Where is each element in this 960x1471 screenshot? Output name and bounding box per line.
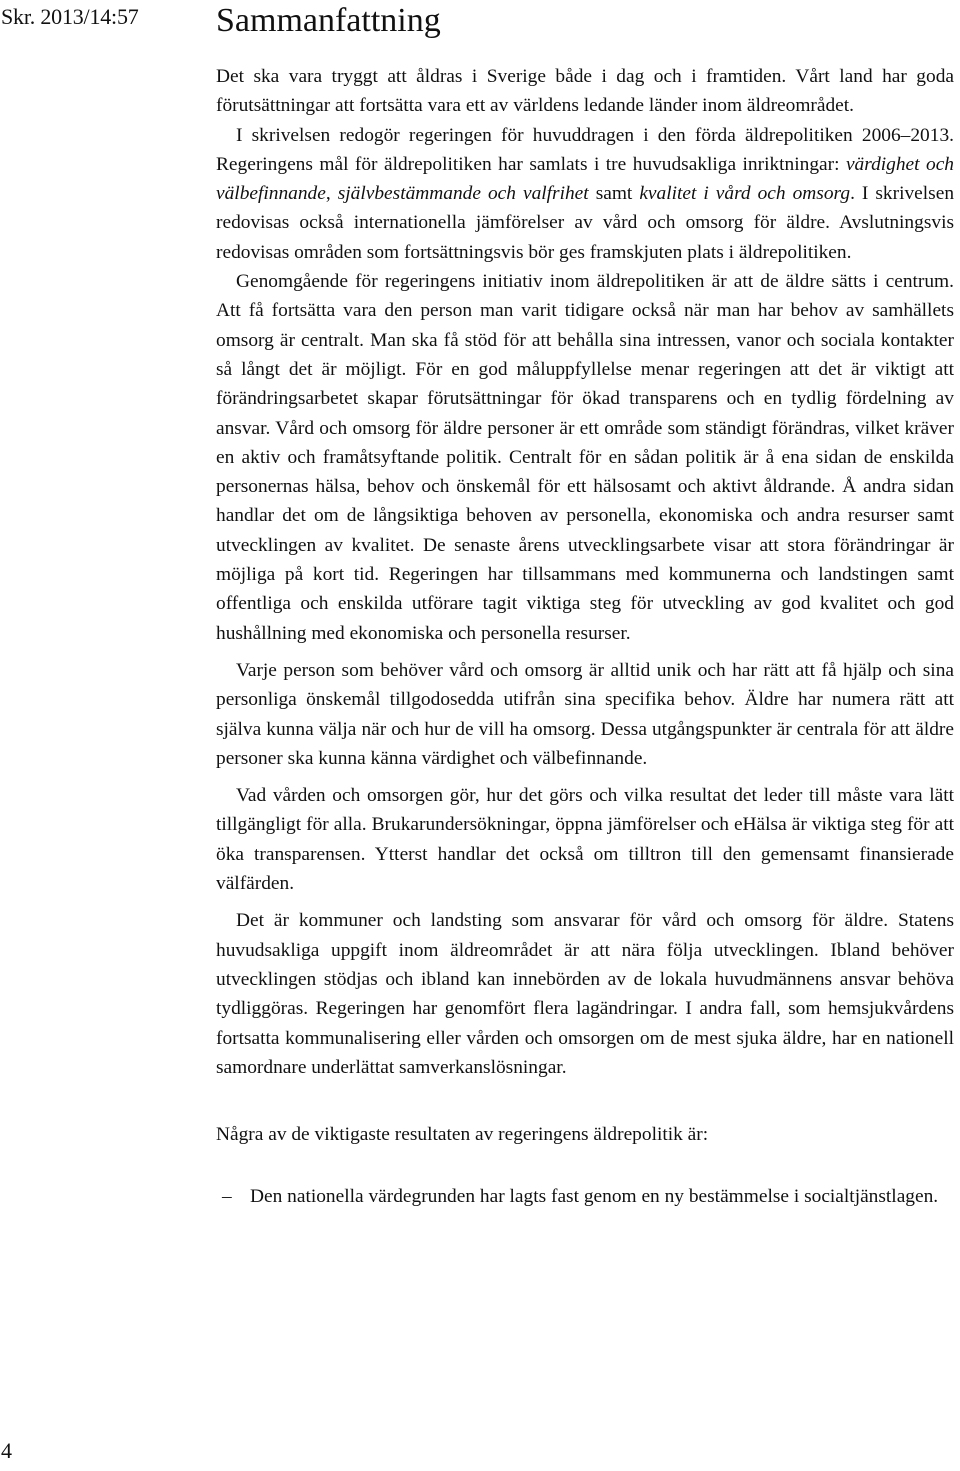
dash-bullet-icon: – bbox=[222, 1186, 232, 1208]
list-item bbox=[216, 1182, 954, 1211]
paragraph-unique-person: Varje person som behöver vård och omsorg är alltid unik och har rätt att få hjälp och sina personliga önskemål tillgodosedda utifrån sina specifika behov. Äldre har numera rätt att själva kunna välja när och hur de vill ha omsorg. Dessa utgångspunkter är centrala för att äldre personer ska kunna känna värdighet och välbefinnande. bbox=[216, 659, 954, 769]
paragraph-transparency: Vad vården och omsorgen gör, hur det görs och vilka resultat det leder till måste vara lätt tillgängligt för alla. Brukarundersökningar, öppna jämförelser och eHälsa är viktiga steg för att öka transparensen. Ytterst handlar det också om tilltron till den gemensamt finansierade välfärden. bbox=[216, 785, 954, 895]
emphasis-text: självbestämmande och valfrihet bbox=[337, 183, 589, 205]
paragraph-responsibility: Det är kommuner och landsting som ansvarar för vård och omsorg för äldre. Statens huvudsakliga uppgift inom äldreområdet är att nära följa utvecklingen. Ibland behöver utvecklingen stödjas och ibland kan innebörden av de lokala huvudmännens ansvar behöva tydliggöras. Regeringen har genomfört flera lagändringar. I andra fall, som hemsjukvårdens fortsatta kommunalisering eller vården och omsorgen om de mest sjuka äldre, har en nationell samordnare underlättat samverkanslösningar. bbox=[216, 910, 954, 1078]
page-title: Sammanfattning bbox=[216, 2, 441, 39]
page-number: 4 bbox=[1, 1438, 12, 1463]
emphasis-text: värdighet och välbefinnande bbox=[216, 153, 954, 205]
document-reference: Skr. 2013/14:57 bbox=[1, 4, 139, 29]
emphasis-text: kvalitet i vård och omsorg bbox=[639, 183, 851, 205]
body-text bbox=[216, 62, 954, 1212]
paragraph-intro: Det ska vara tryggt att åldras i Sverige både i dag och i framtiden. Vårt land har goda förutsättningar att fortsätta vara ett av världens ledande länder inom äldreområdet. bbox=[216, 66, 954, 117]
paragraph-report-overview: I skrivelsen redogör regeringen för huvuddragen i den förda äldrepolitiken 2006–2013. Regeringens mål för äldrepolitiken har samlats i tre huvudsakliga inriktningar: värdighet och välbefinnande, självbestämmande och valfrihet samt kvalitet i vård och omsorg. I skrivelsen redovisas också internationella jämförelser av vård och omsorg för äldre. Avslutningsvis redovisas områden som fortsättningsvis bör ges framskjuten plats i äldrepolitiken. bbox=[216, 124, 955, 263]
results-list bbox=[216, 1182, 954, 1211]
results-intro: Några av de viktigaste resultaten av regeringens äldrepolitik är: bbox=[216, 1124, 709, 1146]
paragraph-elderly-centre: Genomgående för regeringens initiativ inom äldrepolitiken är att de äldre sätts i centrum. Att få fortsätta vara den person man varit tidigare också när man har behov av samhällets omsorg är centralt. Man ska få stöd för att behålla sina intressen, vanor och sociala kontakter så långt det är möjligt. För en god måluppfyllelse menar regeringen att det är viktigt att förändringsarbetet skapar förutsättningar för ökad transparens och en tydlig fördelning av ansvar. Vård och omsorg för äldre personer är ett område som ständigt förändras, vilket kräver en aktiv och framåtsyftande politik. Centralt för en sådan politik är å ena sidan de enskilda personernas hälsa, behov och önskemål för ett hälsosamt och aktivt åldrande. Å andra sidan handlar det om de långsiktiga behoven av personella, ekonomiska och andra resurser samt utvecklingen av kvalitet. De senaste årens utvecklingsarbete visar att stora förändringar är möjliga på kort tid. Regeringen har tillsammans med kommunerna och landstingen samt offentliga och enskilda utförare tagit viktiga steg för utveckling av god kvalitet och god hushållning med ekonomiska och personella resurser. bbox=[216, 271, 954, 644]
list-item-text: Den nationella värdegrunden har lagts fast genom en ny bestämmelse i socialtjänstlagen. bbox=[250, 1186, 939, 1208]
